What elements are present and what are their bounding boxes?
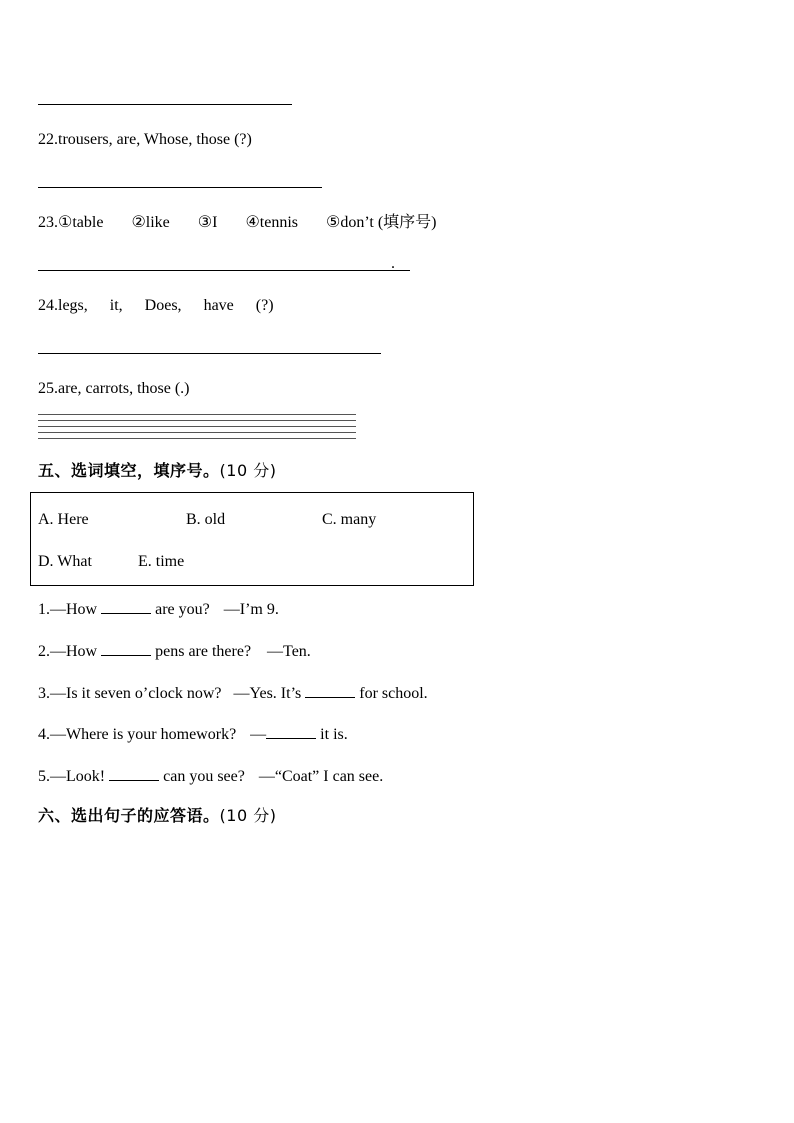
word-item: ④tennis <box>245 214 299 231</box>
option-b: B. old <box>186 511 226 528</box>
word-item: ⑤don’t (填序号) <box>326 214 437 231</box>
answer-line-22[interactable] <box>38 187 322 188</box>
section-title: 五、选词填空，填序号。 <box>38 461 220 480</box>
fill-item-5 <box>38 766 383 787</box>
reply-text: — <box>250 726 267 743</box>
word-item: Does, <box>144 297 182 314</box>
answer-line-21[interactable] <box>38 104 292 105</box>
prompt-text: pens are there? <box>151 643 252 660</box>
prompt-text: 1.—How <box>38 601 102 618</box>
question-number: 22. <box>38 131 58 148</box>
option-d: D. What <box>38 553 92 570</box>
question-text: trousers, are, Whose, those (?) <box>58 131 252 148</box>
prompt-text: for school. <box>355 685 428 702</box>
option-e: E. time <box>138 553 185 570</box>
prompt-text: 3.—Is it seven o’clock now? <box>38 685 222 702</box>
section-5-heading <box>38 461 276 481</box>
section-points: (10 分) <box>219 806 277 825</box>
answer-blank[interactable] <box>101 641 151 656</box>
question-23 <box>38 213 437 233</box>
prompt-text: can you see? <box>159 768 245 785</box>
question-24 <box>38 296 274 316</box>
word-item: ③I <box>197 214 218 231</box>
answer-lines-25[interactable] <box>38 414 356 444</box>
reply-text: —“Coat” I can see. <box>258 768 384 785</box>
answer-line-23[interactable] <box>38 270 410 271</box>
prompt-text: it is. <box>316 726 348 743</box>
prompt-text: 5.—Look! <box>38 768 110 785</box>
answer-line-24[interactable] <box>38 353 381 354</box>
fill-item-1 <box>38 599 279 620</box>
reply-text: —I’m 9. <box>223 601 279 618</box>
prompt-text: are you? <box>151 601 210 618</box>
question-number: 23. <box>38 214 58 231</box>
reply-text: —Ten. <box>267 643 311 660</box>
answer-blank[interactable] <box>266 724 316 739</box>
reply-text: —Yes. It’s <box>233 685 306 702</box>
prompt-text: 2.—How <box>38 643 102 660</box>
section-6-heading <box>38 806 276 826</box>
word-bank-box <box>30 492 474 586</box>
word-item: ①table <box>58 214 104 231</box>
section-title: 六、选出句子的应答语。 <box>38 806 220 825</box>
answer-blank[interactable] <box>101 599 151 614</box>
word-item: (?) <box>255 297 274 314</box>
option-a: A. Here <box>38 511 89 528</box>
question-25 <box>38 379 190 399</box>
section-points: (10 分) <box>219 461 277 480</box>
prompt-text: 4.—Where is your homework? <box>38 726 237 743</box>
question-text: are, carrots, those (.) <box>58 380 190 397</box>
question-number: 24. <box>38 297 58 314</box>
word-item: legs, <box>58 297 88 314</box>
fill-item-2 <box>38 641 311 662</box>
end-period: . <box>391 255 395 272</box>
fill-item-3 <box>38 683 428 704</box>
question-22 <box>38 130 252 150</box>
word-item: ②like <box>131 214 170 231</box>
option-c: C. many <box>322 511 377 528</box>
answer-blank[interactable] <box>305 683 355 698</box>
question-number: 25. <box>38 380 58 397</box>
word-item: it, <box>109 297 123 314</box>
fill-item-4 <box>38 724 348 745</box>
word-item: have <box>203 297 234 314</box>
answer-blank[interactable] <box>109 766 159 781</box>
